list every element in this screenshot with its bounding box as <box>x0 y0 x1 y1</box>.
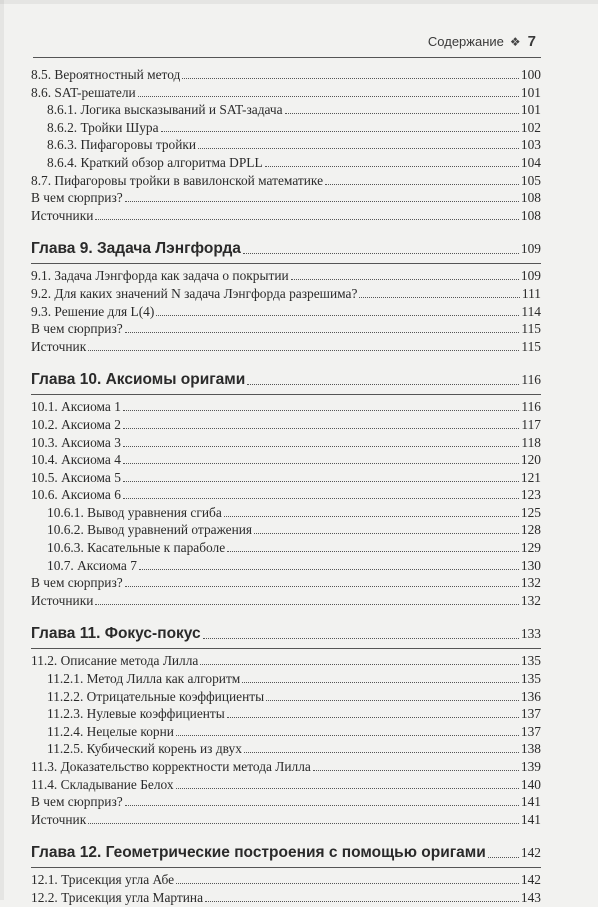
entry-title: 11.2. Описание метода Лилла <box>31 653 199 669</box>
toc-entry[interactable] <box>31 66 541 84</box>
entry-page-number: 137 <box>520 723 541 739</box>
dot-leader <box>266 689 519 701</box>
dot-leader <box>95 208 519 220</box>
dot-leader <box>200 653 519 665</box>
entry-title: 11.2.4. Нецелые корни <box>47 723 174 739</box>
toc-entry[interactable] <box>31 652 541 670</box>
entry-page-number: 114 <box>521 303 541 319</box>
dot-leader <box>242 671 519 683</box>
toc-entry[interactable] <box>31 451 541 469</box>
entry-title: В чем сюрприз? <box>31 190 123 206</box>
entry-page-number: 109 <box>520 268 541 284</box>
entry-page-number: 115 <box>521 321 541 337</box>
toc-entry[interactable] <box>31 557 541 575</box>
entry-title: 9.2. Для каких значений N задача Лэнгфорда разрешима? <box>31 285 358 301</box>
dot-leader <box>313 759 519 771</box>
entry-title: 10.6.2. Вывод уравнений отражения <box>47 522 253 538</box>
chapter-heading[interactable] <box>31 843 541 863</box>
entry-page-number: 111 <box>521 285 541 301</box>
entry-title: Источники <box>31 592 94 608</box>
entry-title: 10.6.1. Вывод уравнения сгиба <box>47 504 222 520</box>
entry-page-number: 104 <box>520 154 541 170</box>
toc-entry[interactable] <box>31 688 541 706</box>
toc-entry[interactable] <box>31 154 541 172</box>
entry-page-number: 109 <box>520 241 541 257</box>
entry-page-number: 117 <box>521 416 541 432</box>
entry-page-number: 116 <box>521 399 541 415</box>
running-head <box>428 33 536 50</box>
toc-entry[interactable] <box>31 434 541 452</box>
entry-title: 10.6. Аксиома 6 <box>31 487 121 503</box>
chapter-rule <box>31 263 541 264</box>
entry-page-number: 141 <box>520 794 541 810</box>
dot-leader <box>291 268 519 280</box>
toc-entry[interactable] <box>31 84 541 102</box>
entry-title: В чем сюрприз? <box>31 321 123 337</box>
entry-title: 12.2. Трисекция угла Мартина <box>31 889 204 905</box>
chapter-heading[interactable] <box>31 370 541 390</box>
scan-edge-left <box>0 0 4 900</box>
entry-title: 10.7. Аксиома 7 <box>47 557 137 573</box>
dot-leader <box>198 137 519 149</box>
entry-title: 10.4. Аксиома 4 <box>31 452 121 468</box>
entry-page-number: 101 <box>520 102 541 118</box>
dot-leader <box>224 505 519 517</box>
toc-entry[interactable] <box>31 101 541 119</box>
section-title: Содержание <box>427 34 504 49</box>
entry-title: 11.4. Складывание Белох <box>31 776 174 792</box>
dot-leader <box>123 470 519 482</box>
entry-page-number: 140 <box>520 776 541 792</box>
dot-leader <box>125 794 519 806</box>
entry-title: Источник <box>31 811 87 827</box>
toc-entry[interactable] <box>31 189 541 207</box>
entry-page-number: 125 <box>520 504 541 520</box>
entry-title: В чем сюрприз? <box>31 794 123 810</box>
entry-title: В чем сюрприз? <box>31 575 123 591</box>
entry-page-number: 128 <box>520 522 541 538</box>
dot-leader <box>88 812 519 824</box>
entry-page-number: 102 <box>520 119 541 135</box>
entry-title: 8.5. Вероятностный метод <box>31 67 181 82</box>
chapter-title: Глава 12. Геометрические построения с помощью оригами <box>31 844 486 862</box>
dot-leader <box>359 286 520 298</box>
scan-edge-top <box>0 0 598 4</box>
dot-leader <box>247 371 519 385</box>
entry-page-number: 123 <box>520 487 541 503</box>
dot-leader <box>227 540 519 552</box>
entry-page-number: 129 <box>520 540 541 556</box>
entry-page-number: 100 <box>520 67 541 82</box>
entry-title: 10.1. Аксиома 1 <box>31 399 121 415</box>
entry-page-number: 130 <box>520 557 541 573</box>
entry-page-number: 118 <box>521 434 541 450</box>
dot-leader <box>125 321 520 333</box>
dot-leader <box>244 741 519 753</box>
toc-entry[interactable] <box>31 574 541 592</box>
toc-entry[interactable] <box>31 758 541 776</box>
toc-entry[interactable] <box>31 416 541 434</box>
entry-page-number: 139 <box>520 759 541 774</box>
entry-title: Источник <box>31 338 87 354</box>
toc-entry[interactable] <box>31 776 541 794</box>
toc-entry[interactable] <box>31 592 541 610</box>
entry-page-number: 143 <box>520 889 541 905</box>
toc-entry[interactable] <box>31 723 541 741</box>
entry-page-number: 136 <box>520 688 541 704</box>
dot-leader <box>138 85 519 97</box>
entry-page-number: 121 <box>520 469 541 485</box>
toc-entry[interactable] <box>31 486 541 504</box>
entry-title: 8.6.3. Пифагоровы тройки <box>47 137 197 153</box>
chapter-title: Глава 9. Задача Лэнгфорда <box>31 240 241 258</box>
entry-title: 10.3. Аксиома 3 <box>31 434 121 450</box>
chapter-heading[interactable] <box>31 624 541 644</box>
entry-title: 8.6.2. Тройки Шура <box>47 119 159 135</box>
entry-title: 11.2.2. Отрицательные коэффициенты <box>47 688 265 704</box>
entry-title: 11.3. Доказательство корректности метода Лилла <box>31 759 311 774</box>
entry-page-number: 132 <box>520 592 541 608</box>
entry-title: 10.6.3. Касательные к параболе <box>47 540 226 556</box>
dot-leader <box>285 102 519 114</box>
chapter-heading[interactable] <box>31 239 541 259</box>
toc-entry[interactable] <box>31 889 541 907</box>
dot-leader <box>254 522 519 534</box>
toc-entry[interactable] <box>31 119 541 137</box>
entry-page-number: 115 <box>521 338 541 354</box>
dot-leader <box>123 417 520 429</box>
entry-title: 9.1. Задача Лэнгфорда как задача о покрытии <box>31 268 289 284</box>
entry-page-number: 142 <box>520 845 541 861</box>
dot-leader <box>176 724 519 736</box>
toc-entry[interactable] <box>31 793 541 811</box>
page-number: 7 <box>527 33 536 50</box>
entry-title: 12.1. Трисекция угла Абе <box>31 872 175 888</box>
dot-leader <box>123 452 519 464</box>
entry-title: 11.2.1. Метод Лилла как алгоритм <box>47 671 241 687</box>
entry-page-number: 108 <box>520 190 541 206</box>
entry-page-number: 135 <box>520 671 541 687</box>
chapter-title: Глава 11. Фокус-покус <box>31 625 201 643</box>
entry-title: 10.2. Аксиома 2 <box>31 416 121 432</box>
dot-leader <box>123 399 520 411</box>
dot-leader <box>203 625 519 639</box>
dot-leader <box>161 120 519 132</box>
toc-entry[interactable] <box>31 338 541 356</box>
entry-title: 11.2.5. Кубический корень из двух <box>47 741 242 757</box>
chapter-rule <box>31 648 541 649</box>
entry-page-number: 137 <box>520 706 541 722</box>
toc-entry[interactable] <box>31 705 541 723</box>
dot-leader <box>176 777 519 789</box>
dot-leader <box>325 173 519 185</box>
entry-page-number: 133 <box>520 626 541 642</box>
dot-leader <box>95 593 519 605</box>
toc-entry[interactable] <box>31 285 541 303</box>
entry-title: 10.5. Аксиома 5 <box>31 469 121 485</box>
dot-leader <box>182 67 519 79</box>
chapter-title: Глава 10. Аксиомы оригами <box>31 371 246 389</box>
chapter-rule <box>31 394 541 395</box>
entry-page-number: 142 <box>520 872 541 888</box>
entry-page-number: 138 <box>520 741 541 757</box>
entry-page-number: 135 <box>520 653 541 669</box>
entry-title: 8.6. SAT-решатели <box>31 84 136 100</box>
entry-page-number: 101 <box>520 84 541 100</box>
entry-page-number: 116 <box>521 372 541 388</box>
toc-entry[interactable] <box>31 740 541 758</box>
ornament-icon: ❖ <box>509 34 521 49</box>
toc-entry[interactable] <box>31 267 541 285</box>
toc-entry[interactable] <box>31 136 541 154</box>
toc-entry[interactable] <box>31 811 541 829</box>
dot-leader <box>227 706 519 718</box>
dot-leader <box>176 872 519 884</box>
entry-page-number: 103 <box>520 137 541 153</box>
toc-entry[interactable] <box>31 871 541 889</box>
table-of-contents <box>31 66 541 907</box>
dot-leader <box>123 487 519 499</box>
entry-page-number: 105 <box>520 172 541 188</box>
toc-entry[interactable] <box>31 398 541 416</box>
entry-title: 11.2.3. Нулевые коэффициенты <box>47 706 225 722</box>
header-rule <box>33 57 541 58</box>
entry-title: Источники <box>31 207 94 223</box>
dot-leader <box>125 190 519 202</box>
dot-leader <box>243 240 519 254</box>
entry-title: 8.7. Пифагоровы тройки в вавилонской математике <box>31 172 324 188</box>
toc-entry[interactable] <box>31 320 541 338</box>
entry-page-number: 120 <box>520 452 541 468</box>
entry-title: 9.3. Решение для L(4) <box>31 303 155 319</box>
toc-entry[interactable] <box>31 469 541 487</box>
dot-leader <box>205 890 519 902</box>
toc-entry[interactable] <box>31 539 541 557</box>
entry-title: 8.6.1. Логика высказываний и SAT-задача <box>47 102 283 118</box>
entry-page-number: 141 <box>520 811 541 827</box>
entry-page-number: 108 <box>520 207 541 223</box>
toc-entry[interactable] <box>31 504 541 522</box>
dot-leader <box>139 558 519 570</box>
dot-leader <box>156 304 519 316</box>
toc-entry[interactable] <box>31 207 541 225</box>
toc-entry[interactable] <box>31 521 541 539</box>
dot-leader <box>265 155 519 167</box>
entry-page-number: 132 <box>520 575 541 591</box>
dot-leader <box>123 435 520 447</box>
chapter-rule <box>31 867 541 868</box>
entry-title: 8.6.4. Краткий обзор алгоритма DPLL <box>47 154 263 170</box>
toc-entry[interactable] <box>31 303 541 321</box>
dot-leader <box>488 844 519 858</box>
dot-leader <box>125 575 519 587</box>
toc-entry[interactable] <box>31 172 541 190</box>
dot-leader <box>88 339 519 351</box>
toc-entry[interactable] <box>31 670 541 688</box>
